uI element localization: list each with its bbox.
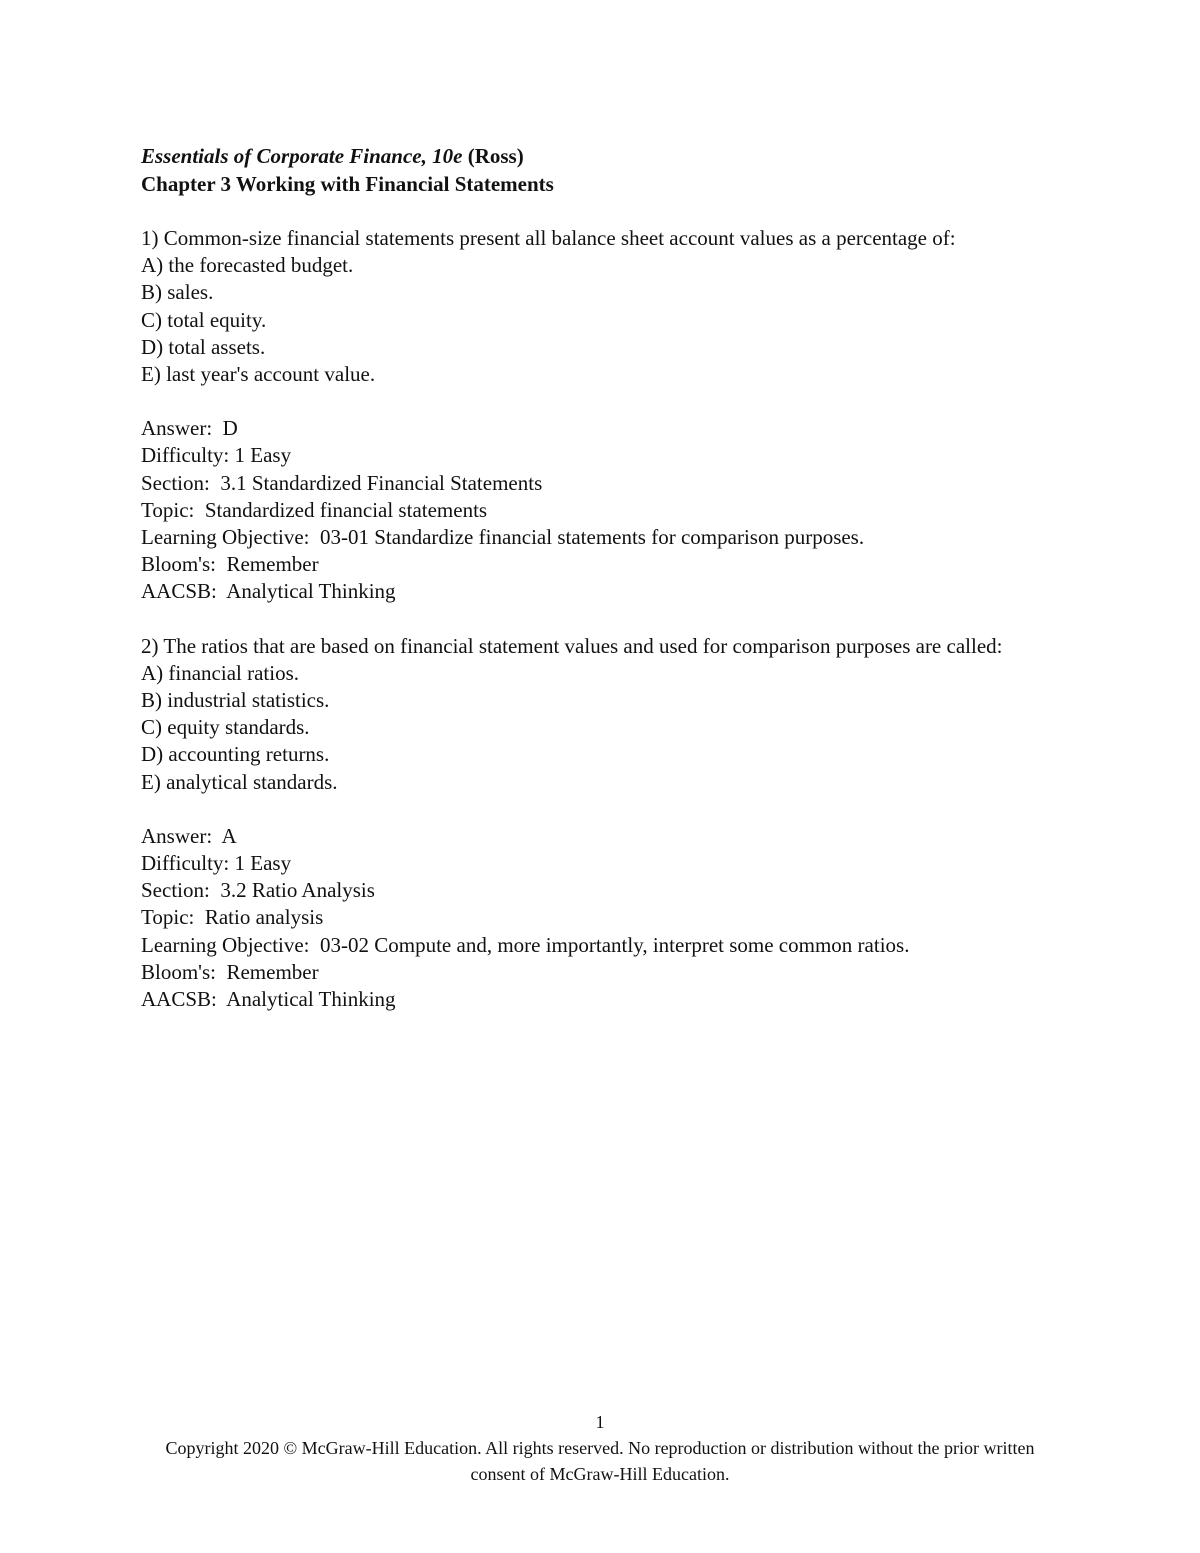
spacer	[141, 796, 1071, 823]
difficulty: Difficulty: 1 Easy	[141, 851, 292, 876]
answer-choice: B) industrial statistics.	[141, 688, 330, 713]
section: Section: 3.1 Standardized Financial Statements	[141, 470, 543, 495]
blooms-level: Bloom's: Remember	[141, 552, 319, 577]
answer-choice: D) total assets.	[141, 334, 266, 359]
answer-choice: E) last year's account value.	[141, 362, 376, 387]
question-1	[141, 225, 1071, 606]
spacer	[141, 606, 1071, 633]
aacsb: AACSB: Analytical Thinking	[141, 579, 396, 604]
question-2	[141, 633, 1071, 1014]
answer-choice: D) accounting returns.	[141, 742, 330, 767]
copyright-notice: Copyright 2020 © McGraw-Hill Education. All rights reserved. No reproduction or distribution without the prior written consent of McGraw-Hill Education.	[165, 1438, 1035, 1484]
answer-choice: E) analytical standards.	[141, 769, 338, 794]
aacsb: AACSB: Analytical Thinking	[141, 987, 396, 1012]
learning-objective: Learning Objective: 03-01 Standardize financial statements for comparison purposes.	[141, 525, 865, 550]
question-stem: 2) The ratios that are based on financial statement values and used for comparison purposes are called:	[141, 633, 1003, 658]
answer-choice: B) sales.	[141, 280, 214, 305]
book-title-line	[141, 142, 1071, 170]
answer-choice: C) total equity.	[141, 307, 267, 332]
section: Section: 3.2 Ratio Analysis	[141, 878, 375, 903]
page-content	[141, 142, 1071, 1013]
topic: Topic: Standardized financial statements	[141, 497, 488, 522]
answer-key: Answer: D	[141, 416, 238, 441]
question-stem: 1) Common-size financial statements present all balance sheet account values as a percentage of:	[141, 226, 956, 250]
learning-objective: Learning Objective: 03-02 Compute and, more importantly, interpret some common ratios.	[141, 932, 910, 957]
topic: Topic: Ratio analysis	[141, 905, 324, 930]
book-author: (Ross)	[462, 144, 524, 168]
answer-choice: C) equity standards.	[141, 715, 310, 740]
page-footer	[0, 1409, 1200, 1487]
answer-choice: A) the forecasted budget.	[141, 253, 354, 278]
blooms-level: Bloom's: Remember	[141, 959, 319, 984]
spacer	[141, 198, 1071, 225]
book-title: Essentials of Corporate Finance, 10e	[141, 144, 463, 168]
spacer	[141, 388, 1071, 415]
chapter-title: Chapter 3 Working with Financial Statements	[141, 172, 554, 196]
answer-key: Answer: A	[141, 823, 237, 848]
answer-choice: A) financial ratios.	[141, 660, 300, 685]
difficulty: Difficulty: 1 Easy	[141, 443, 292, 468]
page-number: 1	[595, 1412, 605, 1432]
